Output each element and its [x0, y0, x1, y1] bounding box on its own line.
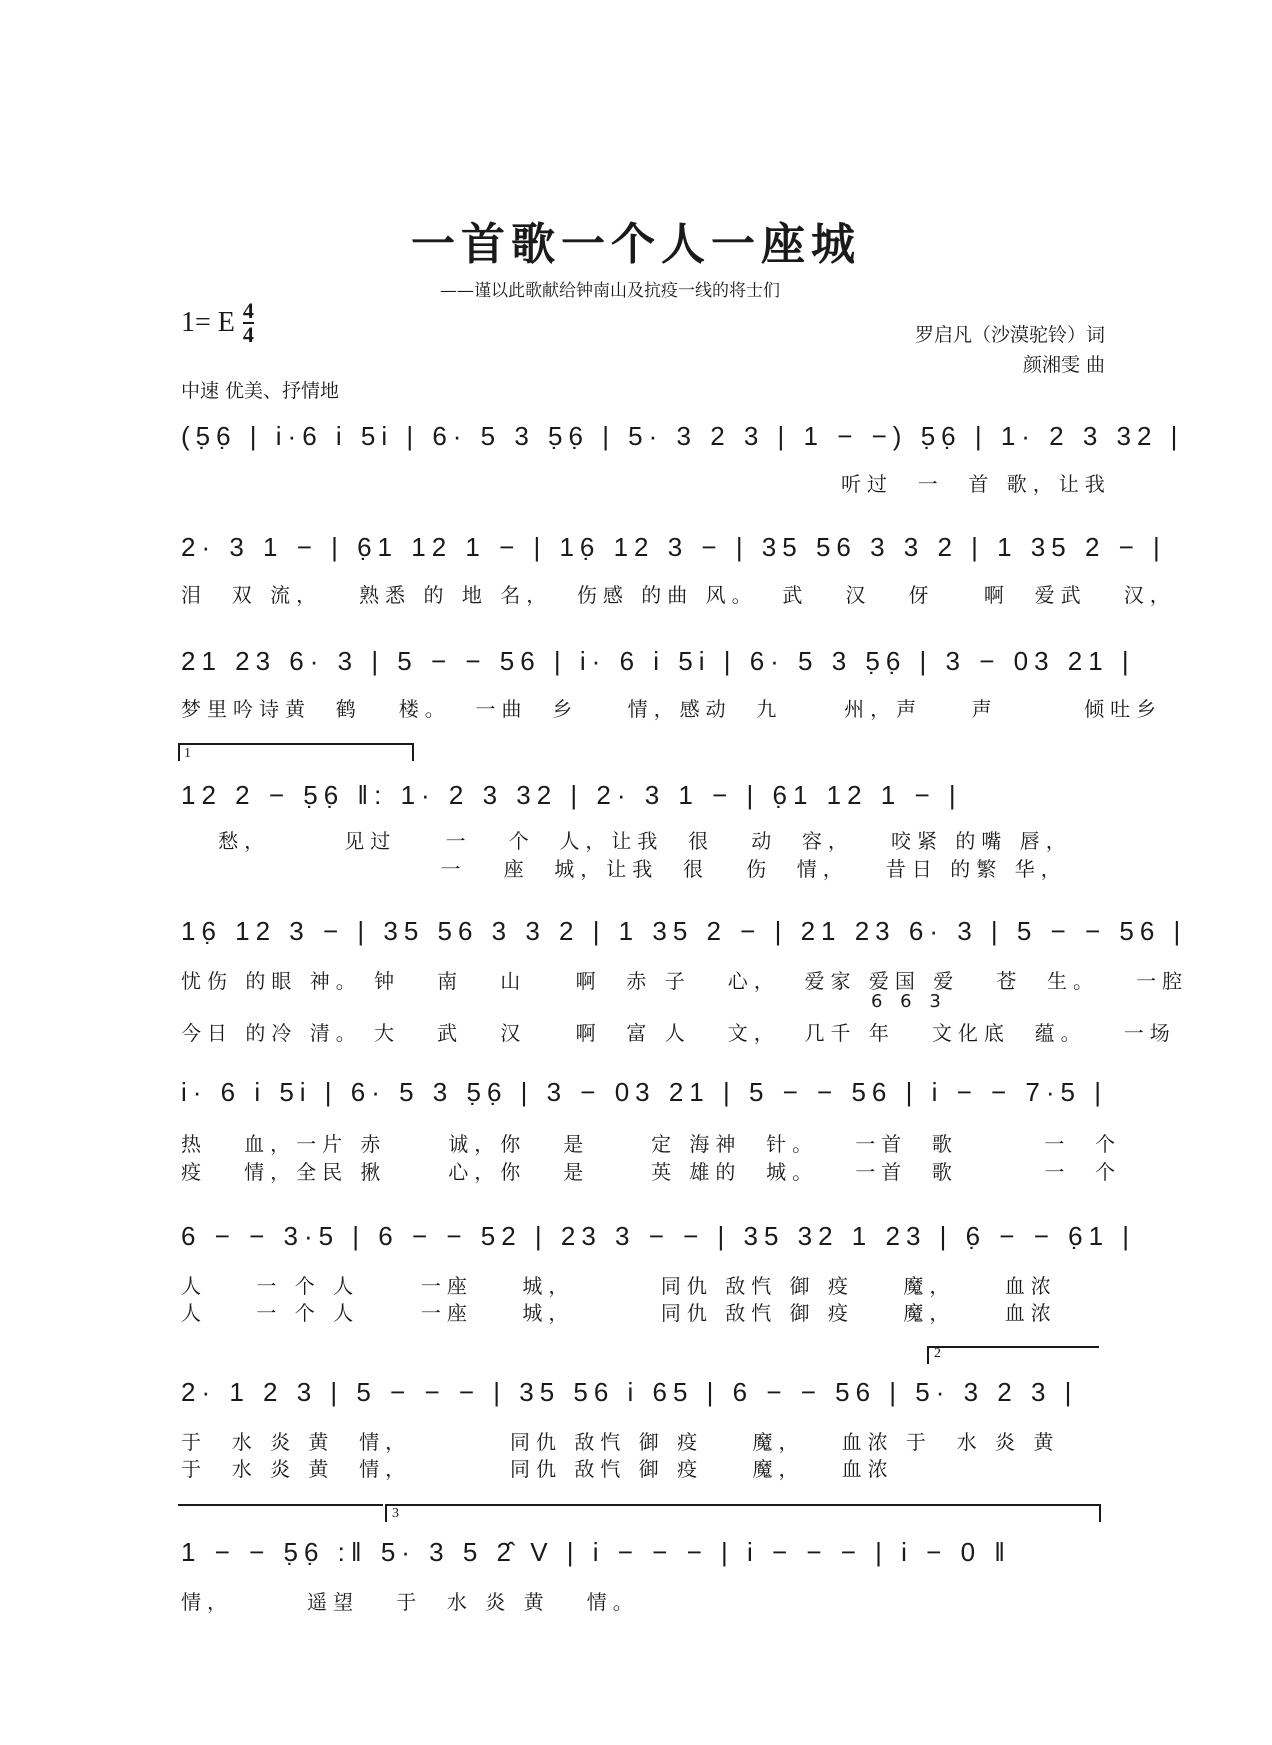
notation-row: 6 − − 3·5 | 6 − − 52 | 23 3 − − | 35 32 1 23 | 6̣ − − 6̣1 | — [181, 1220, 1136, 1251]
second-ending-number: 2 — [934, 1346, 941, 1361]
lyrics-verse-2: 今日 的冷 清。 大 武 汉 啊 富 人 文， 几千 年 文化底 蕴。 一场 — [181, 1021, 1176, 1045]
notation-row: i· 6 i 5i | 6· 5 3 5̣6̣ | 3 − 03 21 | 5 − − 56 | i − − 7·5 | — [181, 1076, 1107, 1107]
lyrics-verse-1: 梦里吟诗黄 鹤 楼。 一曲 乡 情，感动 九 州，声 声 倾吐乡 — [181, 697, 1163, 721]
time-signature: $\frac{4}{4}$ — [242, 298, 254, 347]
tempo-marking: 中速 优美、抒情地 — [181, 380, 340, 402]
lyrics-verse-2: 人 一 个 人 一座 城， 同仇 敌忾 御 疫 魔， 血浓 — [181, 1301, 1057, 1325]
first-ending-bracket — [178, 743, 414, 761]
third-ending-number: 3 — [392, 1506, 399, 1521]
lyrics-verse-1: 愁， 见过 一 个 人，让我 很 动 容， 咬紧 的嘴 唇， — [181, 829, 1072, 853]
notation-row: 2· 3 1 − | 6̣1 12 1 − | 16̣ 12 3 − | 35 56 3 3 2 | 1 35 2 − | — [181, 531, 1166, 562]
lyricist-credit: 罗启凡（沙漠驼铃）词 — [914, 324, 1105, 346]
lyrics-verse-1: 泪 双 流， 熟悉 的 地 名， 伤感 的曲 风。 武 汉 伢 啊 爱武 汉， — [181, 583, 1176, 607]
composer-credit: 颜湘雯 曲 — [1022, 354, 1105, 376]
lyrics-verse-1: 情， 遥望 于 水 炎 黄 情。 — [181, 1590, 639, 1614]
dedication-subtitle: ——谨以此歌献给钟南山及抗疫一线的将士们 — [440, 281, 780, 301]
third-ending-bracket — [385, 1504, 1101, 1522]
lyrics-verse-1: 热 血，一片 赤 诚，你 是 定 海神 针。 一首 歌 一 个 — [181, 1132, 1122, 1156]
alternate-notes: 6 6 3 — [871, 991, 947, 1012]
lyrics-verse-1: 忧伤 的眼 神。 钟 南 山 啊 赤 子 心， 爱家 爱国 爱 苍 生。 一腔 — [181, 969, 1189, 993]
lyrics-verse-1: 人 一 个 人 一座 城， 同仇 敌忾 御 疫 魔， 血浓 — [181, 1274, 1057, 1298]
key-signature — [181, 300, 254, 346]
key-label: 1= E — [181, 307, 235, 338]
lyrics-verse-2: 疫 情，全民 揪 心，你 是 英 雄的 城。 一首 歌 一 个 — [181, 1160, 1122, 1184]
song-title: 一首歌一个人一座城 — [411, 219, 861, 270]
notation-row: 12 2 − 5̣6̣ ‖: 1· 2 3 32 | 2· 3 1 − | 6̣1 12 1 − | — [181, 779, 962, 810]
notation-row: 21 23 6· 3 | 5 − − 56 | i· 6 i 5i | 6· 5 3 5̣6̣ | 3 − 03 21 | — [181, 645, 1135, 676]
repeat-ending-line — [178, 1504, 383, 1522]
notation-row: 2· 1 2 3 | 5 − − − | 35 56 i 65 | 6 − − 56 | 5· 3 2 3 | — [181, 1376, 1078, 1407]
notation-row: 1 − − 5̣6̣ :‖ 5· 3 5 2̂ V | i − − − | i − − − | i − 0 ‖ — [181, 1536, 1011, 1567]
notation-row: (5̣6̣ | i·6 i 5i | 6· 5 3 5̣6̣ | 5· 3 2 3 | 1 − −) 5̣6̣ | 1· 2 3 32 | — [181, 420, 1184, 451]
lyrics-verse-2: 于 水 炎 黄 情， 同仇 敌忾 御 疫 魔， 血浓 — [181, 1457, 894, 1481]
second-ending-bracket — [927, 1346, 1099, 1364]
lyrics-verse-1: 听过 一 首 歌，让我 — [841, 472, 1111, 496]
lyrics-verse-2: 一 座 城，让我 很 伤 情， 昔日 的繁 华， — [181, 857, 1067, 881]
first-ending-number: 1 — [184, 746, 191, 761]
notation-row: 16̣ 12 3 − | 35 56 3 3 2 | 1 35 2 − | 21 23 6· 3 | 5 − − 56 | — [181, 915, 1187, 946]
lyrics-verse-1: 于 水 炎 黄 情， 同仇 敌忾 御 疫 魔， 血浓 于 水 炎 黄 — [181, 1430, 1060, 1454]
